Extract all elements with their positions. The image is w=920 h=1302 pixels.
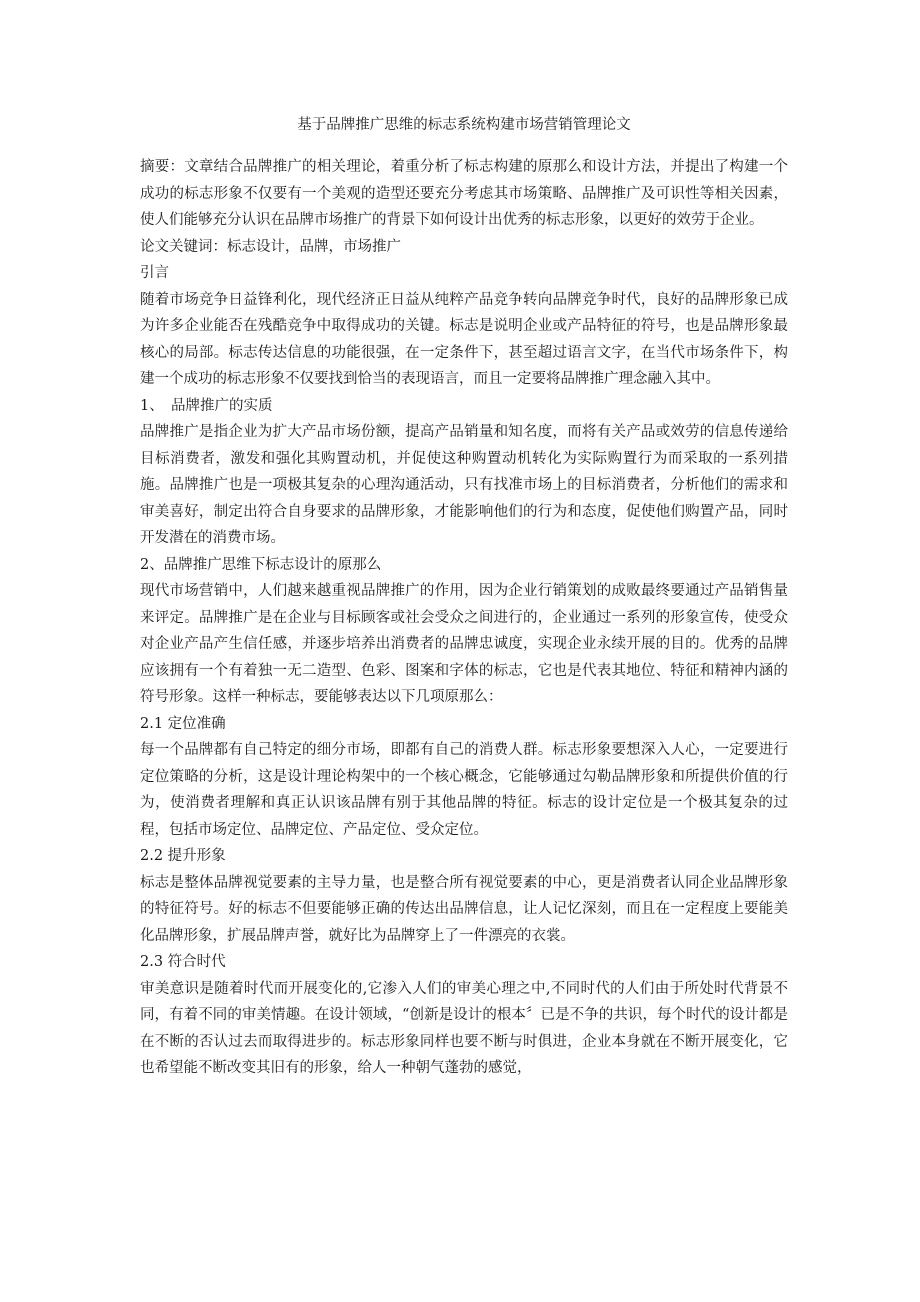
section1-paragraph: 品牌推广是指企业为扩大产品市场份额，提高产品销量和知名度，而将有关产品或效劳的信息传递给目标消费者，激发和强化其购置动机，并促使这种购置动机转化为实际购置行为而采取的一系列措施。品牌推广也是一项极其复杂的心理沟通活动，只有找准市场上的目标消费者，分析他们的需求和审美喜好，制定出符合自身要求的品牌形象，才能影响他们的行为和态度，促使他们购置产品，同时开发潜在的消费市场。: [140, 424, 788, 546]
document-title: 基于品牌推广思维的标志系统构建市场营销管理论文: [297, 117, 631, 133]
section2-2-paragraph: 标志是整体品牌视觉要素的主导力量，也是整合所有视觉要素的中心，更是消费者认同企业品牌形象的特征符号。好的标志不但要能够正确的传达出品牌信息，让人记忆深刻，而且在一定程度上要能美化品牌形象，扩展品牌声誉，就好比为品牌穿上了一件漂亮的衣裳。: [140, 874, 788, 944]
section2-3-paragraph: 审美意识是随着时代而开展变化的,它渗入人们的审美心理之中,不同时代的人们由于所处时代背景不同，有着不同的审美情趣。在设计领域，“创新是设计的根本〞已是不争的共识，每个时代的设计都是在不断的否认过去而取得进步的。标志形象同样也要不断与时俱进，企业本身就在不断开展变化，它也希望能不断改变其旧有的形象，给人一种朝气蓬勃的感觉，: [140, 980, 788, 1076]
intro-paragraph: 随着市场竞争日益锋利化，现代经济正日益从纯粹产品竞争转向品牌竞争时代，良好的品牌形象已成为许多企业能否在残酷竞争中取得成功的关键。标志是说明企业或产品特征的符号，也是品牌形象最核心的局部。标志传达信息的功能很强，在一定条件下，甚至超过语言文字，在当代市场条件下，构建一个成功的标志形象不仅要找到恰当的表现语言，而且一定要将品牌推广理念融入其中。: [140, 291, 788, 387]
intro-heading: 引言: [140, 265, 169, 281]
section2-1-heading: 2.1 定位准确: [140, 715, 226, 732]
section2-paragraph: 现代市场营销中，人们越来越重视品牌推广的作用，因为企业行销策划的成败最终要通过产品销售量来评定。品牌推广是在企业与目标顾客或社会受众之间进行的，企业通过一系列的形象宣传，使受众对企业产品产生信任感，并逐步培养出消费者的品牌忠诚度，实现企业永续开展的目的。优秀的品牌应该拥有一个有着独一无二造型、色彩、图案和字体的标志，它也是代表其地位、特征和精神内涵的符号形象。这样一种标志，要能够表达以下几项原那么：: [140, 583, 788, 705]
section2-2-heading: 2.2 提升形象: [140, 848, 226, 864]
document-page: [140, 112, 788, 1082]
section2-3-heading: 2.3 符合时代: [140, 954, 226, 970]
section2-1-paragraph: 每一个品牌都有自己特定的细分市场，即都有自己的消费人群。标志形象要想深入人心，一定要进行定位策略的分析，这是设计理论构架中的一个核心概念，它能够通过勾勒品牌形象和所提供价值的行为，使消费者理解和真正认识该品牌有别于其他品牌的特征。标志的设计定位是一个极其复杂的过程，包括市场定位、品牌定位、产品定位、受众定位。: [140, 742, 788, 838]
abstract-paragraph: 摘要：文章结合品牌推广的相关理论，着重分析了标志构建的原那么和设计方法，并提出了构建一个成功的标志形象不仅要有一个美观的造型还要充分考虑其市场策略、品牌推广及可识性等相关因素，使人们能够充分认识在品牌市场推广的背景下如何设计出优秀的标志形象，以更好的效劳于企业。: [140, 159, 788, 228]
section1-heading: 1、 品牌推广的实质: [140, 397, 273, 414]
section2-heading: 2、品牌推广思维下标志设计的原那么: [140, 556, 382, 573]
keywords-line: 论文关键词：标志设计，品牌，市场推广: [140, 238, 401, 255]
